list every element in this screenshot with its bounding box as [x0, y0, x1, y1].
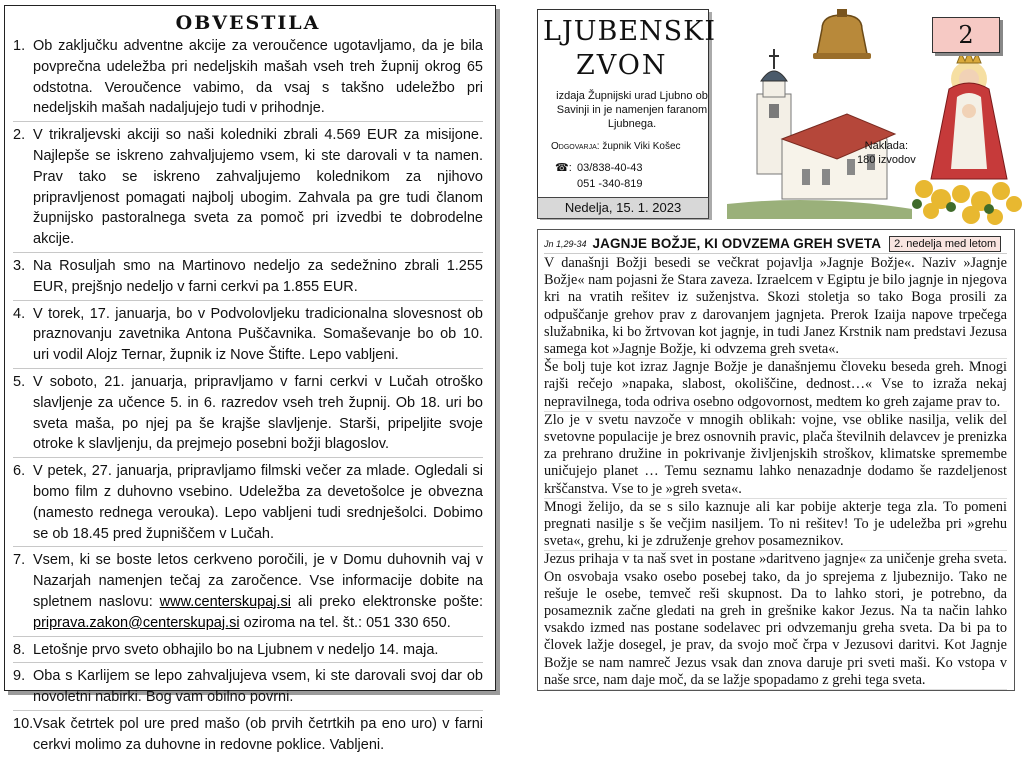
notice-item-1 — [13, 36, 483, 122]
publisher-info: izdaja Župnijski urad Ljubno ob Savinji in je namenjen faranom Ljubnega. — [556, 90, 708, 130]
issue-date: Nedelja, 15. 1. 2023 — [537, 197, 709, 219]
editor-name: župnik Viki Košec — [602, 141, 681, 152]
notice-text: V petek, 27. januarja, pripravljamo filmski večer za mlade. Ogledali si bomo film z duhovno vsebino. Udeležba za devetošolce je obvezna (namesto rednega verouka). Lepo vabljeni tudi srednješolci. Dobimo se ob 18.45 pred župniščem v Lučah. — [33, 463, 483, 542]
notice-text: Letošnje prvo sveto obhajilo bo na Ljubnem v nedeljo 14. maja. — [33, 641, 439, 658]
email-link[interactable]: priprava.zakon@centerskupaj.si — [33, 614, 240, 631]
notices-box — [4, 5, 496, 753]
newsletter-title — [543, 15, 723, 83]
notice-number: 7. — [13, 552, 26, 569]
print-run-value: 180 izvodov — [857, 154, 916, 166]
title-line-1: LJUBENSKI — [543, 16, 717, 47]
article-header — [544, 234, 1007, 254]
phone-numbers — [555, 160, 643, 192]
notice-text: Na Rosuljah smo na Martinovo nedeljo za sedežnino zbrali 1.255 EUR, prejšnjo nedeljo v farni cerkvi pa 1.855 EUR. — [33, 257, 483, 295]
article-paragraph: Zlo je v svetu navzoče v mnogih oblikah: vojne, vse oblike nasilja, velik del svetovne populacije je brez osnovnih pravic, plača številnih delavcev je prenizka za prehrano družine in pokrivanje življenjskih stroškov, klimatske spremembe uničujejo planet … Temu seznamu lahko nenazadnje dodamo še razdeljenost krščanstva. Vse to je »greh sveta«. — [544, 412, 1007, 499]
notice-number: 2. — [13, 127, 26, 144]
notice-text: Vsak četrtek pol ure pred mašo (ob prvih četrtkih pa eno uro) v farni cerkvi molimo za duhovne in redovne poklice. Vabljeni. — [33, 715, 483, 753]
notice-number: 1. — [13, 38, 26, 54]
phone-1: 03/838-40-43 — [577, 162, 643, 174]
article-paragraph: Mnogi želijo, da se s silo kaznuje ali kar pobije akterje tega zla. To pomeni pregnati nasilje s še večjim nasiljem. To ni rešitev! To je udeležba pri »grehu sveta«, grehu, ki je združenje grehov posameznikov. — [544, 499, 1007, 552]
print-run-label: Naklada: — [864, 140, 909, 152]
article-title: JAGNJE BOŽJE, KI ODVZEMA GREH SVETA — [592, 236, 882, 251]
phone-icon: ☎: — [555, 162, 572, 174]
sunday-article — [537, 229, 1015, 691]
notices-list — [13, 36, 483, 758]
article-paragraph: Jezus prihaja v ta naš svet in postane »daritveno jagnje« za uničenje greha sveta. On osvobaja vsako osebo posebej tako, da jo sprejema z ljubeznijo. Tako ne rešuje le osebe, temveč reši skupnost. Da to lahko stori, je potrebno, da posameznik začne gledati na greh in grešnike kakor Jezus. Na ta način lahko vsakdo izmed nas postane sodelavec pri odvzemanju greha sveta. Da bi pa to človek lažje dosegel, je prav, da svojo moč črpa v Jezusovi daritvi. Kot Jagnje Božje se nam namreč Jezus vsak dan znova daruje pri sveti maši. Ko vstopa v naše srce, nam daje moč, da se lažje spopadamo z grehi tega sveta. — [544, 551, 1007, 690]
newsletter-page — [520, 0, 1024, 697]
issue-number-badge: 2 — [932, 17, 1000, 53]
notices-page — [0, 0, 510, 753]
notice-text: Ob zaključku adventne akcije za veroučence ugotavljamo, da je bila povprečna udeležba pri nedeljskih mašah vseh treh župnij okrog 65 odstotna. Veroučence vabimo, da vsaj s takšno udeležbo pri nedeljskih mašah nadaljujejo tudi v prihodnje. — [33, 38, 483, 117]
notice-number: 9. — [13, 668, 26, 685]
liturgical-sunday-label: 2. nedelja med letom — [889, 236, 1001, 252]
article-paragraph: V današnji Božji besedi se večkrat pojavlja »Jagnje Božje«. Naziv »Jagnje Božje« nam pojasni že Stara zaveza. Izraelcem v Egiptu je bilo jagnje in njegova kri na vratih rešitev iz suženjstva. Skozi stoletja so tako Boga prosili za odpuščanje grehov prav z darovanjem jagnjeta. Prerok Izaija napove trpečega služabnika, ki bo žrtvovan kot jagnje, in tudi Janez Krstnik nam predstavi Jezusa samega kot »Jagnje Božje, ki odvzema greh sveta«. — [544, 255, 1007, 359]
notice-item-3 — [13, 256, 483, 301]
notice-text: ali preko elektronske pošte: — [291, 593, 484, 610]
notice-text: oziroma na tel. št.: 051 330 650. — [239, 614, 451, 631]
phone-2: 051 -340-819 — [577, 178, 643, 190]
notice-text: Oba s Karlijem se lepo zahvaljujeva vsem, ki ste darovali svoj dar ob novoletni nabirki. Bog vam obilno povrni. — [33, 668, 483, 706]
flowers — [915, 180, 1022, 225]
notice-item-6 — [13, 461, 483, 547]
notice-item-2 — [13, 125, 483, 253]
notice-item-4 — [13, 304, 483, 369]
notices-title: OBVESTILA — [175, 12, 321, 34]
bell-icon — [813, 9, 871, 59]
notice-number: 4. — [13, 305, 26, 322]
church-illustration — [727, 9, 912, 219]
notice-text: V trikraljevski akciji so naši koledniki zbrali 4.569 EUR za misijone. Najlepše se iskreno zahvaljujemo vsem, ki ste darovali v ta namen. Prav tako se iskreno zahvaljujemo kolednikom za njihovo pripravljenost pomagati najbolj ubogim. Zahvala pa gre tudi članom župnijsko pastoralnega sveta za pomoč pri izvedbi te dobrodelne akcije. — [33, 127, 483, 248]
notice-text: V soboto, 21. januarja, pripravljamo v farni cerkvi v Lučah otroško slavljenje za učence 5. in 6. razredov vseh treh župnij. Ob 18. uri bo sveta maša, po njej pa še krajše slavljenje. Starši, pripeljite svoje otroke k slavljenju, da prejmejo posebni božji blagoslov. — [33, 373, 483, 453]
notice-text: Vsem, ki se boste letos cerkveno poročili, je v Domu duhovnih vaj v Nazarjah namenjen tečaj za zaročence. Vse informacije dobite na spletnem naslovu: — [33, 552, 483, 610]
notice-number: 3. — [13, 257, 26, 274]
editor-info — [551, 141, 681, 152]
title-line-2: ZVON — [576, 50, 668, 81]
notice-number: 10. — [13, 715, 34, 732]
article-paragraph: Še bolj tuje kot izraz Jagnje Božje je današnjemu človeku beseda greh. Mnogi rajši rečejo »napaka, slabost, okoliščine, dednost…« Vse to izraža nekaj nepravilnega, toda odriva osebno odgovornost, medtem ko greh zajame prav to. — [544, 359, 1007, 412]
notice-text: V torek, 17. januarja, bo v Podvolovljeku tradicionalna slovesnost ob praznovanju zavetnika Antona Puščavnika. Somaševanje bo ob 10. uri vodil Alojz Ternar, župnik iz Nove Štifte. Lepo vabljeni. — [33, 305, 483, 364]
notice-item-8 — [13, 640, 483, 664]
notice-item-9 — [13, 666, 483, 711]
notice-item-10 — [13, 714, 483, 758]
notice-item-7 — [13, 550, 483, 636]
notice-number: 8. — [13, 641, 26, 658]
print-run — [857, 139, 916, 167]
notice-number: 5. — [13, 373, 26, 390]
notice-item-5 — [13, 372, 483, 458]
website-link[interactable]: www.centerskupaj.si — [159, 593, 291, 610]
notice-number: 6. — [13, 463, 26, 480]
madonna-illustration — [909, 49, 1024, 225]
masthead — [537, 9, 1024, 225]
scripture-reference: Jn 1,29-34 — [544, 238, 587, 249]
editor-label: Odgovarja: — [551, 141, 600, 152]
